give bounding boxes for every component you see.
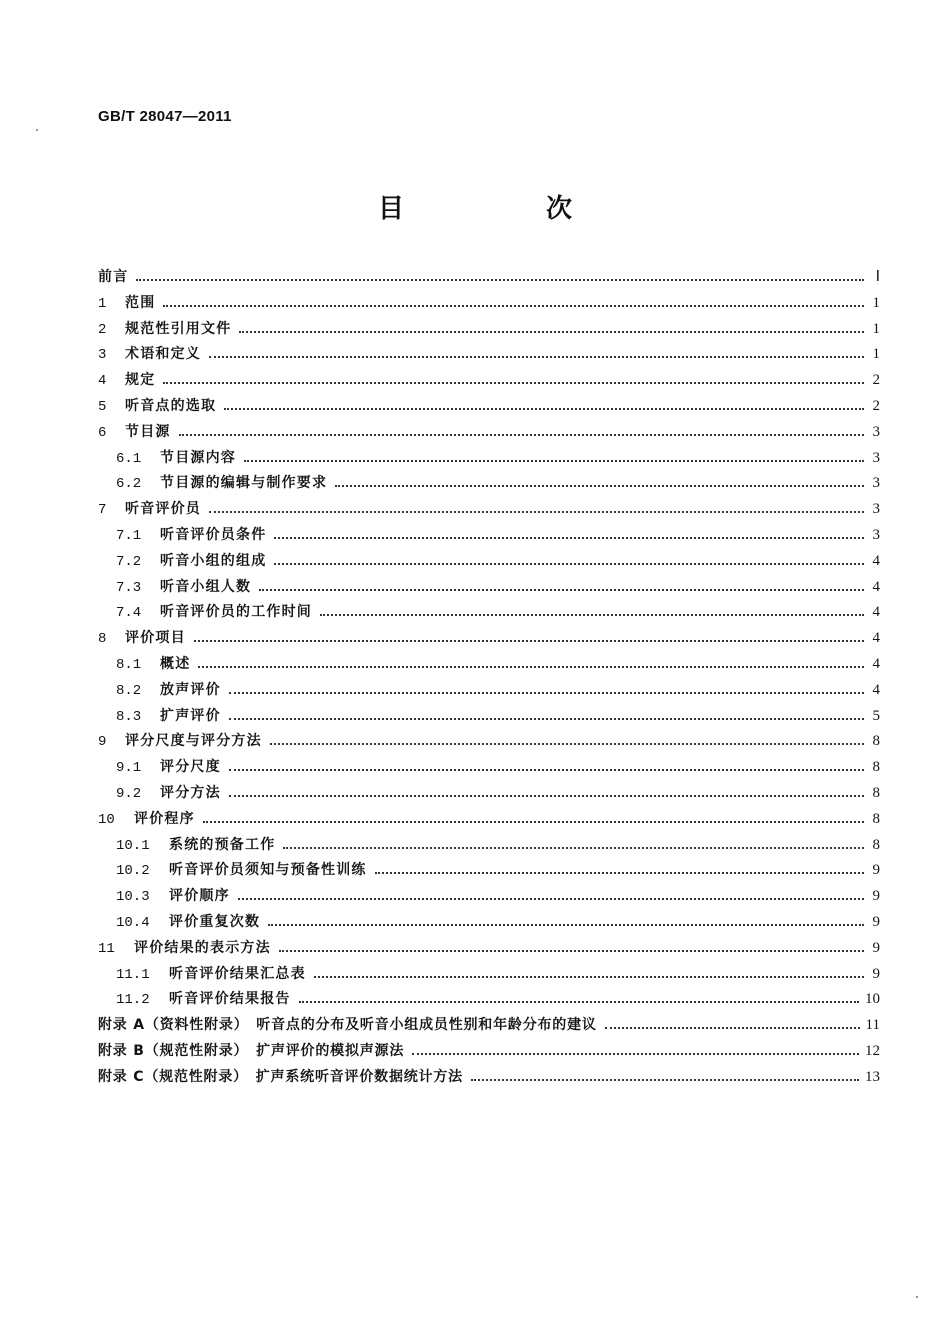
dot-leader	[229, 692, 864, 694]
toc-entry-title: 听音评价员的工作时间	[160, 604, 312, 621]
toc-entry-number: 11.2	[116, 992, 150, 1009]
toc-entry-number: 7.1	[116, 527, 142, 544]
toc-entry-title: 听音评价员须知与预备性训练	[169, 862, 367, 879]
toc-entry-page: 1	[872, 294, 880, 311]
toc-entry-page: 9	[872, 965, 880, 982]
toc-entry-page: 2	[872, 372, 880, 389]
dot-leader	[238, 898, 864, 900]
toc-entry-title: 附录 A（资料性附录） 听音点的分布及听音小组成员性别和年龄分布的建议	[98, 1017, 597, 1034]
dot-leader	[412, 1053, 859, 1055]
toc-entry-number: 8	[98, 631, 107, 648]
toc-entry-number: 10.2	[116, 863, 150, 880]
toc-entry-number: 1	[98, 295, 107, 312]
toc-entry	[98, 292, 880, 318]
toc-entry-page: 8	[872, 836, 880, 853]
toc-entry-title: 附录 B（规范性附录） 扩声评价的模拟声源法	[98, 1042, 405, 1059]
toc-entry	[98, 524, 880, 550]
toc-entry-title: 评价项目	[125, 630, 186, 647]
toc-entry-title: 节目源内容	[160, 449, 236, 466]
toc-entry-page: 8	[872, 733, 880, 750]
toc-entry-title: 听音评价结果报告	[169, 991, 291, 1008]
toc-entry-title: 听音评价员	[125, 501, 201, 518]
toc-entry-number: 6.1	[116, 450, 142, 467]
dot-leader	[136, 279, 864, 281]
dot-leader	[314, 976, 864, 978]
dot-leader	[320, 614, 864, 616]
scan-speck	[916, 1296, 918, 1298]
toc-entry-page: 9	[872, 913, 880, 930]
toc-entry	[98, 808, 880, 834]
dot-leader	[270, 743, 864, 745]
toc-entry	[98, 1066, 880, 1092]
toc-entry-page: 4	[872, 552, 880, 569]
dot-leader	[229, 795, 864, 797]
toc-entry-title: 评分尺度	[160, 759, 221, 776]
toc-entry-number: 3	[98, 347, 107, 364]
toc-entry	[98, 343, 880, 369]
toc-entry	[98, 421, 880, 447]
toc-entry-title: 听音评价结果汇总表	[169, 965, 306, 982]
toc-entry-title: 系统的预备工作	[169, 836, 276, 853]
toc-entry-title: 规范性引用文件	[125, 320, 232, 337]
dot-leader	[179, 434, 864, 436]
toc-entry	[98, 679, 880, 705]
toc-entry-number: 9.2	[116, 785, 142, 802]
dot-leader	[244, 460, 864, 462]
toc-entry-page: 4	[872, 655, 880, 672]
toc-entry-number: 6	[98, 424, 107, 441]
dot-leader	[209, 356, 864, 358]
toc-entry	[98, 834, 880, 860]
toc-entry-page: 3	[872, 449, 880, 466]
toc-entry	[98, 756, 880, 782]
dot-leader	[203, 821, 864, 823]
dot-leader	[274, 537, 864, 539]
dot-leader	[224, 408, 864, 410]
toc-entry-title: 评分方法	[160, 784, 221, 801]
toc-entry	[98, 988, 880, 1014]
toc-entry	[98, 730, 880, 756]
toc-entry-page: 3	[872, 526, 880, 543]
toc-entry-title: 听音小组人数	[160, 578, 252, 595]
toc-entry	[98, 627, 880, 653]
toc-entry	[98, 601, 880, 627]
toc-entry-page: 10	[865, 991, 880, 1008]
toc-entry-number: 10	[98, 811, 115, 828]
toc-entry-title: 术语和定义	[125, 346, 201, 363]
toc-entry-page: Ⅰ	[875, 269, 880, 285]
toc-entry-page: 4	[872, 630, 880, 647]
toc-entry	[98, 782, 880, 808]
toc-entry-title: 节目源的编辑与制作要求	[160, 475, 328, 492]
toc-entry	[98, 911, 880, 937]
toc-entry-page: 9	[872, 862, 880, 879]
toc-entry	[98, 472, 880, 498]
toc-title: 目 次	[377, 194, 630, 224]
toc-entry-title: 评价顺序	[169, 888, 230, 905]
toc-entry-title: 概述	[160, 655, 191, 672]
toc-entry-page: 9	[872, 888, 880, 905]
toc-entry	[98, 550, 880, 576]
toc-entry-page: 13	[865, 1068, 880, 1085]
toc-entry-title: 评价结果的表示方法	[134, 939, 271, 956]
toc-entry-number: 9.1	[116, 760, 142, 777]
toc-entry-page: 8	[872, 784, 880, 801]
dot-leader	[299, 1001, 859, 1003]
toc-entry-number: 9	[98, 734, 107, 751]
toc-entry-number: 8.3	[116, 708, 142, 725]
toc-entry-title: 范围	[125, 294, 156, 311]
toc-entry	[98, 498, 880, 524]
toc-entry	[98, 266, 880, 292]
toc-entry-title: 放声评价	[160, 681, 221, 698]
toc-entry-page: 3	[872, 501, 880, 518]
toc-entry	[98, 859, 880, 885]
toc-entry-title: 规定	[125, 372, 156, 389]
dot-leader	[163, 382, 864, 384]
toc-entry-number: 4	[98, 373, 107, 390]
toc-entry	[98, 369, 880, 395]
toc-entry	[98, 395, 880, 421]
toc-entry-number: 8.2	[116, 682, 142, 699]
toc-entry-page: 8	[872, 810, 880, 827]
dot-leader	[375, 872, 864, 874]
dot-leader	[335, 485, 864, 487]
toc-entry-page: 11	[865, 1017, 880, 1034]
dot-leader	[229, 769, 864, 771]
toc-entry-page: 4	[872, 681, 880, 698]
toc-entry	[98, 653, 880, 679]
toc-entry-page: 3	[872, 475, 880, 492]
dot-leader	[605, 1027, 860, 1029]
toc-entry-number: 10.1	[116, 837, 150, 854]
dot-leader	[268, 924, 864, 926]
toc-entry-title: 听音点的选取	[125, 397, 217, 414]
toc-entry	[98, 318, 880, 344]
toc-entry-number: 2	[98, 321, 107, 338]
toc-entry	[98, 1040, 880, 1066]
toc-list	[98, 266, 880, 1092]
toc-entry-number: 7	[98, 502, 107, 519]
dot-leader	[194, 640, 864, 642]
scan-speck	[36, 129, 38, 131]
toc-entry-number: 6.2	[116, 476, 142, 493]
toc-entry-number: 10.4	[116, 914, 150, 931]
dot-leader	[163, 305, 864, 307]
dot-leader	[274, 563, 864, 565]
toc-entry-number: 5	[98, 398, 107, 415]
toc-entry-number: 8.1	[116, 656, 142, 673]
toc-entry	[98, 937, 880, 963]
dot-leader	[198, 666, 864, 668]
toc-entry	[98, 705, 880, 731]
toc-entry-number: 11.1	[116, 966, 150, 983]
dot-leader	[283, 847, 864, 849]
toc-entry	[98, 1014, 880, 1040]
toc-entry-number: 10.3	[116, 889, 150, 906]
toc-entry-page: 8	[872, 759, 880, 776]
toc-entry-title: 听音评价员条件	[160, 526, 267, 543]
dot-leader	[471, 1079, 859, 1081]
dot-leader	[279, 950, 864, 952]
toc-entry-page: 2	[872, 397, 880, 414]
dot-leader	[259, 589, 864, 591]
toc-entry-page: 4	[872, 604, 880, 621]
toc-entry-page: 1	[872, 320, 880, 337]
toc-entry	[98, 576, 880, 602]
toc-entry-number: 11	[98, 940, 115, 957]
toc-entry	[98, 885, 880, 911]
toc-entry-title: 附录 C（规范性附录） 扩声系统听音评价数据统计方法	[98, 1068, 463, 1085]
toc-entry	[98, 963, 880, 989]
toc-entry-page: 12	[865, 1042, 880, 1059]
toc-entry-page: 4	[872, 578, 880, 595]
toc-entry-page: 5	[872, 707, 880, 724]
dot-leader	[209, 511, 864, 513]
toc-entry-title: 评价重复次数	[169, 913, 261, 930]
toc-entry-number: 7.2	[116, 553, 142, 570]
toc-entry-title: 前言	[98, 269, 129, 285]
toc-entry-title: 节目源	[125, 423, 171, 440]
toc-entry-title: 听音小组的组成	[160, 552, 267, 569]
toc-entry-title: 扩声评价	[160, 707, 221, 724]
dot-leader	[229, 718, 864, 720]
toc-entry-page: 9	[872, 939, 880, 956]
toc-entry-page: 1	[872, 346, 880, 363]
dot-leader	[239, 331, 864, 333]
toc-entry-page: 3	[872, 423, 880, 440]
document-code: GB/T 28047—2011	[98, 108, 232, 125]
toc-entry-number: 7.3	[116, 579, 142, 596]
toc-entry-number: 7.4	[116, 605, 142, 622]
toc-entry-title: 评分尺度与评分方法	[125, 733, 262, 750]
toc-entry-title: 评价程序	[134, 810, 195, 827]
toc-entry	[98, 447, 880, 473]
